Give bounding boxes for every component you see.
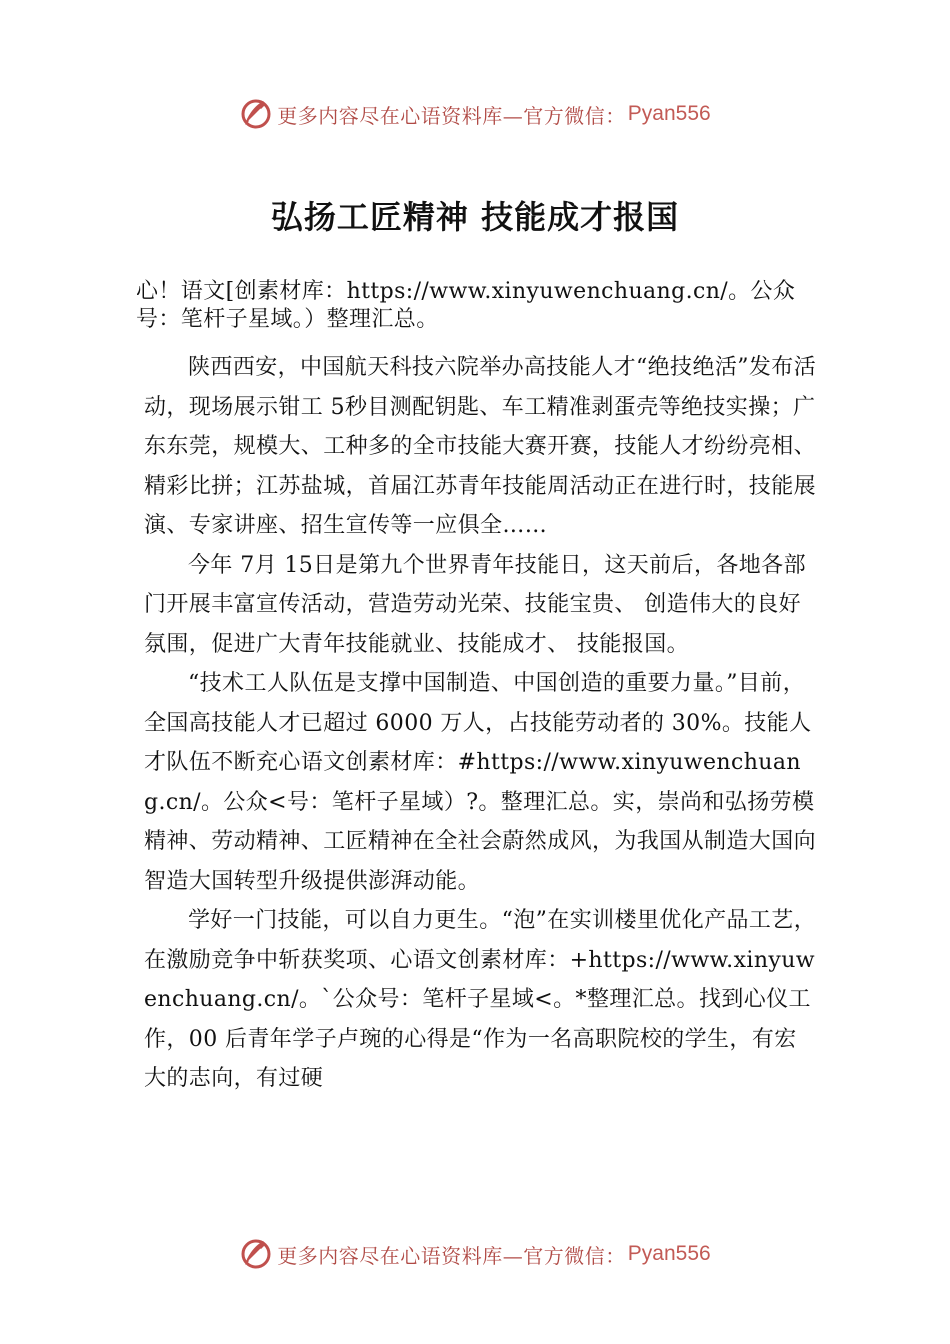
document-body: [138, 278, 818, 1099]
quill-logo-icon: [239, 97, 273, 131]
banner-wechat-id: Pyan556: [627, 102, 711, 125]
banner-wechat-id: Pyan556: [627, 1242, 711, 1265]
paragraph-2: 今年 7月 15日是第九个世界青年技能日，这天前后，各地各部门开展丰富宣传活动，营造劳动光荣、技能宝贵、 创造伟大的良好氛围，促进广大青年技能就业、技能成才、 技能报国。: [144, 552, 806, 657]
quill-logo-icon: [239, 1237, 273, 1271]
footer-banner: [0, 1234, 950, 1274]
document-title: 弘扬工匠精神 技能成才报国: [270, 198, 680, 236]
banner-text: 更多内容尽在心语资料库—官方微信：: [277, 1243, 626, 1268]
header-banner: [0, 94, 950, 134]
paragraph-3: “技术工人队伍是支撑中国制造、中国创造的重要力量。”目前，全国高技能人才已超过 6000 万人，占技能劳动者的 30%。技能人才队伍不断充心语文创素材库：#https://www.xinyuwenchuang.cn/。公众<号：笔杆子星域）?。整理汇总。实，崇尚和弘扬劳模精神、劳动精神、工匠精神在全社会蔚然成风，为我国从制造大国向智造大国转型升级提供澎湃动能。: [144, 671, 817, 894]
banner-text: 更多内容尽在心语资料库—官方微信：: [277, 103, 626, 128]
lead-paragraph: 心！语文[创素材库：https://www.xinyuwenchuang.cn/。公众号：笔杆子星域。）整理汇总。: [136, 279, 796, 332]
paragraph-4: 学好一门技能，可以自力更生。“泡”在实训楼里优化产品工艺，在激励竞争中斩获奖项、心语文创素材库：+https://www.xinyuwenchuang.cn/。`公众号：笔杆子星域<。*整理汇总。找到心仪工作，00 后青年学子卢琬的心得是“作为一名高职院校的学生，有宏大的志向，有过硬: [144, 908, 817, 1091]
paragraph-1: 陕西西安，中国航天科技六院举办高技能人才“绝技绝活”发布活动，现场展示钳工 5秒目测配钥匙、车工精准剥蛋壳等绝技实操；广东东莞，规模大、工种多的全市技能大赛开赛，技能人才纷纷亮相、精彩比拼；江苏盐城，首届江苏青年技能周活动正在进行时，技能展演、专家讲座、招生宣传等一应俱全……: [144, 355, 817, 538]
